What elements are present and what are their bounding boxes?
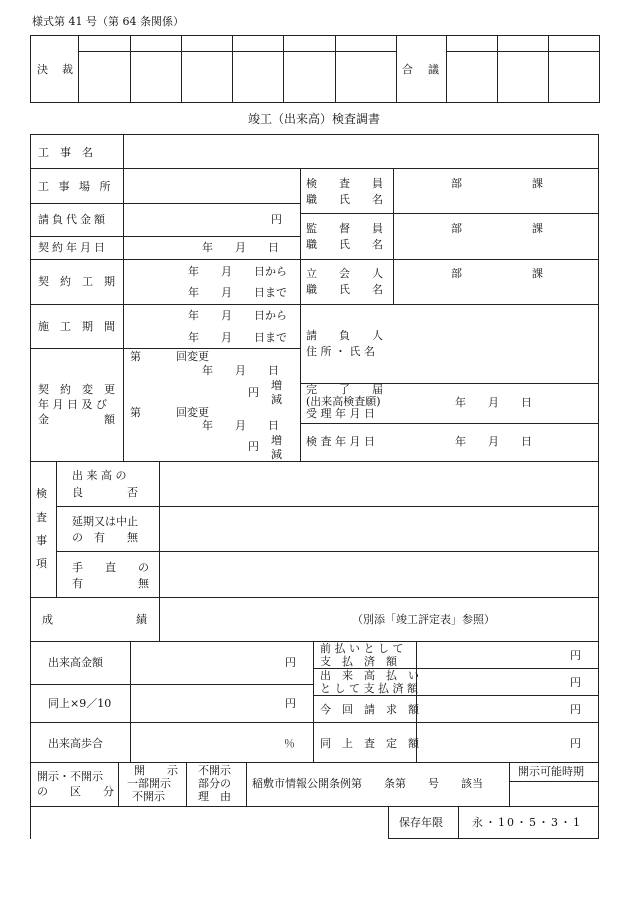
kaiji-option-1: 開 示 (134, 764, 178, 777)
henko2-date: 年 月 日 (202, 419, 279, 432)
seiseki-note: （別添「竣工評定表」参照） (352, 613, 495, 626)
kaiji-option-3: 不開示 (132, 790, 165, 803)
kanryo-date: 年 月 日 (455, 396, 532, 409)
ordinance-reference: 稲敷市情報公開条例第 条第 号 該当 (252, 777, 483, 790)
ukeoi-nin-label-2: 住 所 ・ 氏 名 (306, 345, 375, 358)
keiyaku-nengappi-label: 契約年月日 (38, 241, 108, 254)
seko-kikan-label: 施 工 期 間 (38, 320, 115, 333)
kensa-in-bu: 部 (451, 177, 462, 190)
kanryo-label-3: 受 理 年 月 日 (306, 407, 375, 420)
henko2-dai: 第 (130, 406, 141, 419)
kensa-in-label-1: 検 査 員 (306, 177, 383, 190)
henko2-gen: 減 (271, 448, 282, 461)
keiyaku-koki-label: 契 約 工 期 (38, 275, 115, 288)
dekidaka-ryohi-label-1: 出 来 高 の (72, 469, 127, 482)
maebarai-label-2: 支 払 済 額 (320, 655, 397, 668)
tachiai-label-1: 立 会 人 (306, 267, 383, 280)
henko-label-3: 金 額 (38, 413, 115, 426)
kensa-date-value: 年 月 日 (455, 435, 532, 448)
kantoku-bu: 部 (451, 222, 462, 235)
henko1-gen: 減 (271, 393, 282, 406)
seko-kikan-to: 年 月 日まで (188, 331, 287, 344)
kessai-label-2: 裁 (62, 63, 73, 76)
maebarai-yen: 円 (570, 649, 581, 662)
seiseki-label-2: 績 (136, 613, 147, 626)
ukeoi-nin-label-1: 請 負 人 (306, 329, 383, 342)
tachiai-ka: 課 (532, 267, 543, 280)
ukeoi-daikin-yen: 円 (271, 213, 282, 226)
tachiai-bu: 部 (451, 267, 462, 280)
document-title: 竣工（出来高）検査調書 (248, 112, 381, 126)
form-number: 様式第 41 号（第 64 条関係） (32, 15, 184, 28)
dekidaka-buai-percent: ％ (284, 737, 295, 750)
dekidaka-kingaku-label: 出来高金額 (48, 656, 103, 669)
kantoku-ka: 課 (532, 222, 543, 235)
henko1-zou: 増 (271, 379, 282, 392)
kanryo-label-2: (出来高検査願) (306, 395, 381, 408)
doujou-910-yen: 円 (285, 697, 296, 710)
ukeoi-daikin-label: 請負代金額 (38, 213, 108, 226)
fukaiji-reason-label-3: 理 由 (198, 790, 231, 803)
kantoku-label-1: 監 督 員 (306, 222, 383, 235)
henko2-zou: 増 (271, 434, 282, 447)
kaiji-kanou-jiki-label: 開示可能時期 (518, 765, 584, 778)
satei-yen: 円 (570, 737, 581, 750)
hozon-nengen-label: 保存年限 (399, 816, 443, 829)
enki-chushi-label-1: 延期又は中止 (72, 515, 138, 528)
seiseki-label-1: 成 (42, 613, 53, 626)
kessai-label-1: 決 (37, 63, 48, 76)
hozon-nengen-value: 永・10・5・3・1 (472, 816, 582, 829)
kensa-jiko-char-1: 検 (36, 487, 47, 500)
henko1-dai: 第 (130, 350, 141, 363)
kensa-jiko-char-4: 項 (36, 557, 47, 570)
kensa-in-label-2: 職 氏 名 (306, 193, 383, 206)
fukaiji-reason-label-2: 部分の (198, 777, 231, 790)
enki-chushi-label-2: の 有 無 (72, 531, 138, 544)
dekidaka-kingaku-yen: 円 (285, 656, 296, 669)
henko1-yen: 円 (248, 386, 259, 399)
dekidaka-harai-label-1: 出 来 高 払 い (320, 669, 419, 682)
keiyaku-koki-to: 年 月 日まで (188, 286, 287, 299)
kanryo-label-1: 完 了 届 (306, 383, 383, 396)
fukaiji-reason-label-1: 不開示 (198, 764, 231, 777)
dekidaka-harai-yen: 円 (570, 676, 581, 689)
henko2-kai: 回変更 (176, 406, 209, 419)
henko2-yen: 円 (248, 440, 259, 453)
kaiji-option-2: 一部開示 (127, 777, 171, 790)
gogi-label-2: 議 (428, 63, 439, 76)
kensa-jiko-char-3: 事 (36, 534, 47, 547)
doujou-910-label: 同上×9／10 (48, 697, 112, 710)
kaiji-kubun-label-2: の 区 分 (37, 785, 114, 798)
maebarai-label-1: 前 払 い と し て (320, 642, 404, 655)
koji-basho-label: 工 事 場 所 (38, 180, 114, 193)
keiyaku-koki-from: 年 月 日から (188, 265, 287, 278)
henko1-kai: 回変更 (176, 350, 209, 363)
koji-mei-label: 工 事 名 (38, 146, 93, 159)
kensa-in-ka: 課 (532, 177, 543, 190)
kensa-jiko-char-2: 査 (36, 511, 47, 524)
keiyaku-nengappi-date: 年 月 日 (202, 241, 279, 254)
tachiai-label-2: 職 氏 名 (306, 283, 383, 296)
konkai-seikyu-yen: 円 (570, 703, 581, 716)
henko-label-2: 年 月 日 及 び (38, 398, 107, 411)
gogi-label-1: 合 (402, 63, 413, 76)
tenaoshi-label-2: 有 無 (72, 577, 149, 590)
henko-label-1: 契 約 変 更 (38, 383, 115, 396)
kensa-date-label: 検 査 年 月 日 (306, 435, 375, 448)
dekidaka-buai-label: 出来高歩合 (48, 737, 103, 750)
kantoku-label-2: 職 氏 名 (306, 238, 383, 251)
seko-kikan-from: 年 月 日から (188, 309, 287, 322)
kaiji-kubun-label-1: 開示・不開示 (37, 770, 103, 783)
dekidaka-harai-label-2: と し て 支 払 済 額 (320, 682, 418, 695)
tenaoshi-label-1: 手 直 の (72, 561, 149, 574)
henko1-date: 年 月 日 (202, 364, 279, 377)
satei-label: 同 上 査 定 額 (320, 737, 419, 750)
konkai-seikyu-label: 今 回 請 求 額 (320, 703, 419, 716)
dekidaka-ryohi-label-2: 良 否 (72, 486, 138, 499)
